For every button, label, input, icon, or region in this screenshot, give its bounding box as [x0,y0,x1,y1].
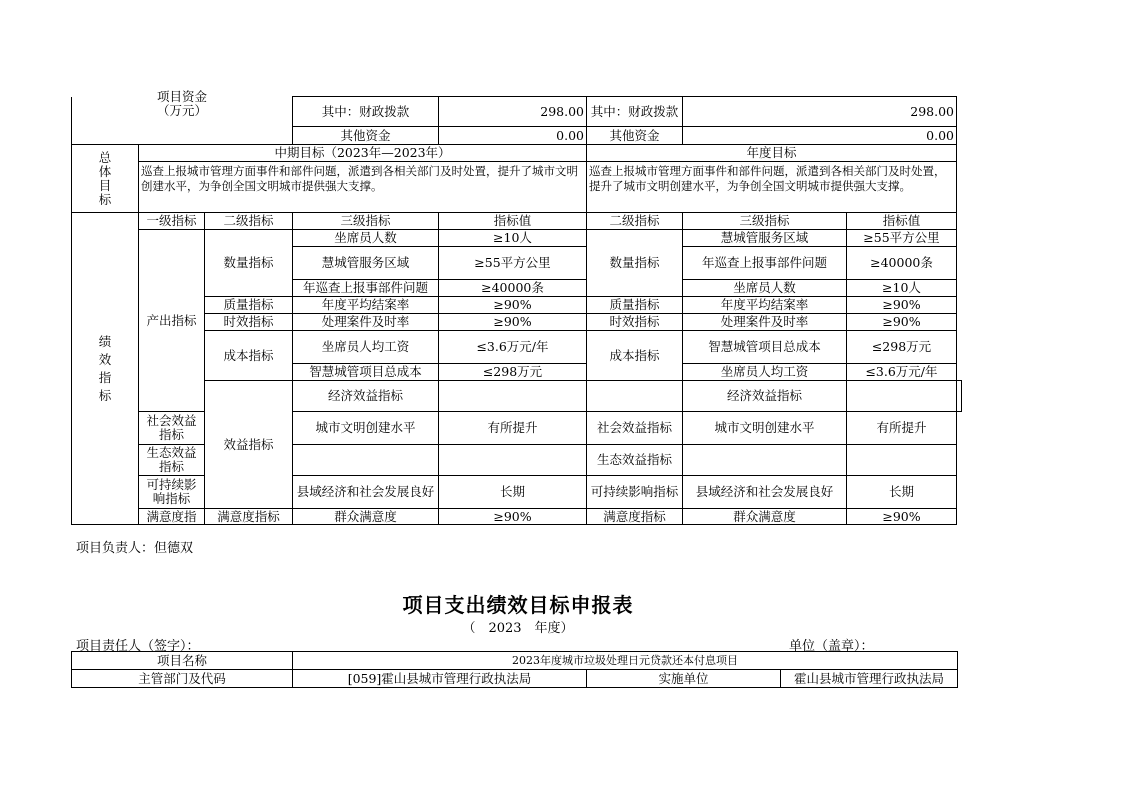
header-level3-mid: 三级指标 [293,213,439,230]
year-cost-1-value: ≤298万元 [847,331,957,364]
mid-cost-1-value: ≤3.6万元/年 [439,331,587,364]
year-q1: 慧城管服务区域 [683,230,847,247]
mid-ecological: 生态效益指标 [139,445,205,476]
year-economic-item [847,381,957,412]
mid-satisfaction-item: 群众满意度 [293,509,439,525]
mid-social-value: 有所提升 [439,412,587,445]
mid-cost-1: 坐席员人均工资 [293,331,439,364]
mid-timely-value: ≥90% [439,314,587,331]
fiscal-label-mid: 其中：财政拨款 [293,97,439,127]
mid-sustain-value: 长期 [439,476,587,509]
mid-ecological-item [293,445,439,476]
mid-q2-value: ≥55平方公里 [439,247,587,280]
unit-label: 单位（盖章）： [789,639,874,654]
other-label-year: 其他资金 [587,127,683,145]
year-cost-2: 坐席员人均工资 [683,364,847,381]
year-social-item: 城市文明创建水平 [683,412,847,445]
impl-label: 实施单位 [587,670,781,688]
dept-value: [059]霍山县城市管理行政执法局 [293,670,587,688]
header-level3-year: 三级指标 [683,213,847,230]
year-q1-value: ≥55平方公里 [847,230,957,247]
year-quality-item: 年度平均结案率 [683,297,847,314]
header-level2-year: 二级指标 [587,213,683,230]
mid-cost-2-value: ≤298万元 [439,364,587,381]
fiscal-value-year: 298.00 [683,97,957,127]
mid-quality-item: 年度平均结案率 [293,297,439,314]
mid-social: 社会效益指标 [139,412,205,445]
mid-cost-2: 智慧城管项目总成本 [293,364,439,381]
year-q2-value: ≥40000条 [847,247,957,280]
header-level2-mid: 二级指标 [205,213,293,230]
year-sustain-item: 县域经济和社会发展良好 [683,476,847,509]
mid-ecological-value [439,445,587,476]
year-cost-1: 智慧城管项目总成本 [683,331,847,364]
dept-label: 主管部门及代码 [72,670,293,688]
year-ecological-value [847,445,957,476]
mid-q1-value: ≥10人 [439,230,587,247]
funding-label-cell [72,88,293,145]
mid-timely: 时效指标 [205,314,293,331]
mid-satisfaction-value: ≥90% [439,509,587,525]
year-timely-value: ≥90% [847,314,957,331]
mid-satisfaction: 满意度指标 [205,509,293,525]
year-goal-text: 巡查上报城市管理方面事件和部件问题，派遣到各相关部门及时处置，提升了城市文明创建水平，为争创全国文明城市提供强大支撑。 [587,162,957,213]
year-sustain: 可持续影响指标 [587,476,683,509]
mid-sustain-item: 县域经济和社会发展良好 [293,476,439,509]
mid-social-item: 城市文明创建水平 [293,412,439,445]
satisfaction-indicator: 满意度指 [139,509,205,525]
fiscal-label-year: 其中：财政拨款 [587,97,683,127]
mid-timely-item: 处理案件及时率 [293,314,439,331]
year-social-value: 有所提升 [847,412,957,445]
year-economic: 经济效益指标 [683,381,847,412]
year-timely: 时效指标 [587,314,683,331]
form-year: （ 2023 年度） [462,621,574,636]
mid-q1: 坐席员人数 [293,230,439,247]
mid-economic: 经济效益指标 [293,381,439,412]
project-info-table [71,651,958,688]
year-ecological-item [683,445,847,476]
other-value-year: 0.00 [683,127,957,145]
mid-economic-item [439,381,587,412]
form-title: 项目支出绩效目标申报表 [402,593,634,617]
year-q3: 坐席员人数 [683,280,847,297]
performance-label: 绩效指标 [72,213,139,525]
output-indicator: 产出指标 [139,230,205,412]
mid-q3-value: ≥40000条 [439,280,587,297]
project-name-value: 2023年度城市垃圾处理日元贷款还本付息项目 [293,652,958,670]
mid-quantity: 数量指标 [205,230,293,297]
mid-sustain: 可持续影响指标 [139,476,205,509]
mid-q3: 年巡查上报事部件问题 [293,280,439,297]
year-q2: 年巡查上报事部件问题 [683,247,847,280]
mid-goal-text: 巡查上报城市管理方面事件和部件问题，派遣到各相关部门及时处置，提升了城市文明创建水平，为争创全国文明城市提供强大支撑。 [139,162,587,213]
year-q3-value: ≥10人 [847,280,957,297]
project-name-label: 项目名称 [72,652,293,670]
funding-unit: （万元） [156,102,207,118]
other-value-mid: 0.00 [439,127,587,145]
responsible-label: 项目责任人（签字）： [76,639,200,654]
year-satisfaction: 满意度指标 [587,509,683,525]
header-level1: 一级指标 [139,213,205,230]
mid-cost: 成本指标 [205,331,293,381]
mid-goal-header: 中期目标（2023年—2023年） [139,145,587,162]
mid-quality: 质量指标 [205,297,293,314]
year-timely-item: 处理案件及时率 [683,314,847,331]
benefit-indicator: 效益指标 [205,381,293,509]
year-quality: 质量指标 [587,297,683,314]
year-quantity: 数量指标 [587,230,683,297]
fiscal-value-mid: 298.00 [439,97,587,127]
header-value-year: 指标值 [847,213,957,230]
year-satisfaction-value: ≥90% [847,509,957,525]
mid-economic-value [587,381,683,412]
impl-value: 霍山县城市管理行政执法局 [781,670,958,688]
header-value-mid: 指标值 [439,213,587,230]
year-economic-value [957,381,962,412]
year-cost-2-value: ≤3.6万元/年 [847,364,957,381]
year-sustain-value: 长期 [847,476,957,509]
year-quality-value: ≥90% [847,297,957,314]
performance-table [71,88,962,525]
year-satisfaction-item: 群众满意度 [683,509,847,525]
mid-quality-value: ≥90% [439,297,587,314]
year-social: 社会效益指标 [587,412,683,445]
funding-label: 项目资金 [156,88,207,104]
year-ecological: 生态效益指标 [587,445,683,476]
project-owner: 项目负责人：但德双 [76,541,194,556]
mid-q2: 慧城管服务区域 [293,247,439,280]
year-goal-header: 年度目标 [587,145,957,162]
other-label-mid: 其他资金 [293,127,439,145]
overall-goal-label: 总体目标 [72,145,139,213]
year-cost: 成本指标 [587,331,683,381]
